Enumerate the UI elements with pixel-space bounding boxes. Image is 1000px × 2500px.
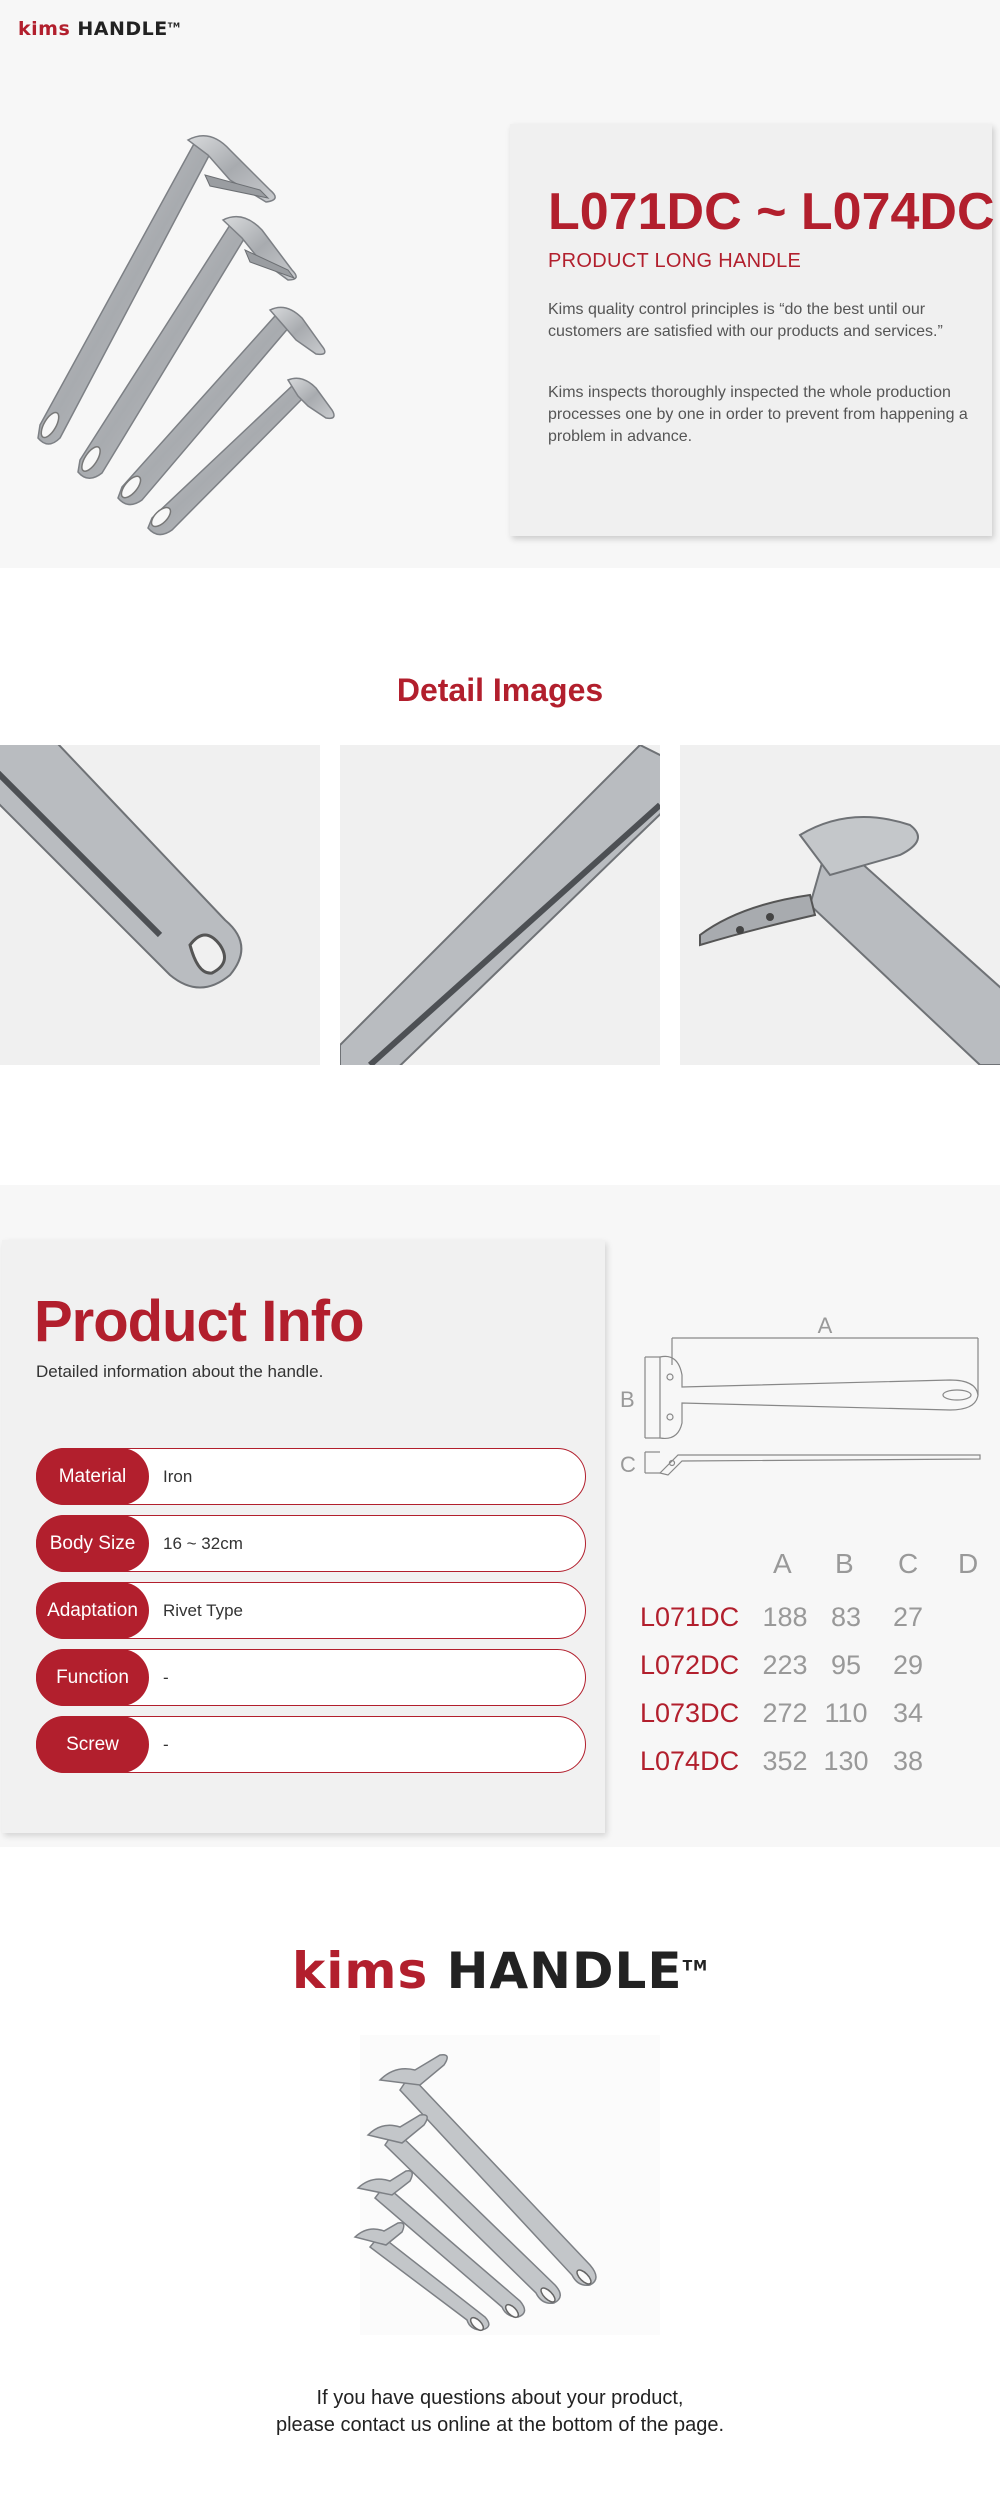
product-info-title: Product Info bbox=[34, 1289, 364, 1354]
kims-handle-logo-large bbox=[0, 1942, 1000, 2000]
kims-handle-logo[interactable] bbox=[18, 18, 181, 40]
spec-value: 16 ~ 32cm bbox=[163, 1534, 243, 1553]
dimension-label-a: A bbox=[817, 1313, 833, 1338]
dim-a: 188 bbox=[762, 1602, 808, 1632]
dim-b: 110 bbox=[824, 1698, 868, 1728]
spec-value: Iron bbox=[163, 1467, 193, 1486]
dim-b: 95 bbox=[830, 1650, 862, 1680]
contact-line-2: please contact us online at the bottom of the page. bbox=[275, 2414, 725, 2436]
handle-bar-closeup bbox=[340, 745, 660, 1065]
dim-c: 38 bbox=[892, 1746, 924, 1776]
dim-b: 83 bbox=[830, 1602, 862, 1632]
product-subtitle: PRODUCT LONG HANDLE bbox=[548, 250, 802, 272]
contact-line-1: If you have questions about your product, bbox=[316, 2387, 684, 2409]
logo-handle-text: HANDLE bbox=[77, 18, 168, 40]
column-header-b: B bbox=[835, 1548, 854, 1579]
dim-a: 223 bbox=[762, 1650, 808, 1680]
spec-row-function bbox=[36, 1649, 586, 1706]
column-header-a: A bbox=[773, 1548, 792, 1579]
model-code: L074DC bbox=[640, 1746, 740, 1776]
spec-label: Adaptation bbox=[36, 1582, 149, 1639]
spec-row-screw bbox=[36, 1716, 586, 1773]
spec-value: - bbox=[163, 1735, 169, 1754]
dim-c: 34 bbox=[892, 1698, 924, 1728]
dim-c: 29 bbox=[892, 1650, 924, 1680]
dim-c: 27 bbox=[892, 1602, 924, 1632]
logo-kims-text: kims bbox=[18, 18, 71, 40]
spec-value: - bbox=[163, 1668, 169, 1687]
dim-a: 352 bbox=[762, 1746, 808, 1776]
product-info-card bbox=[2, 1240, 605, 1833]
dim-a: 272 bbox=[762, 1698, 808, 1728]
contact-message bbox=[0, 2385, 1000, 2439]
product-info-description: Detailed information about the handle. bbox=[36, 1362, 324, 1381]
model-range-title: L071DC ~ L074DC bbox=[548, 183, 995, 241]
dimension-label-b: B bbox=[620, 1387, 635, 1412]
column-header-c: C bbox=[898, 1548, 919, 1579]
hero-section bbox=[0, 0, 1000, 568]
spec-row-material bbox=[36, 1448, 586, 1505]
spec-row-adaptation bbox=[36, 1582, 586, 1639]
logo-handle-text: HANDLE bbox=[446, 1942, 683, 2000]
logo-tm-mark: TM bbox=[682, 1958, 709, 1975]
inspection-paragraph: Kims inspects thoroughly inspected the whole production processes one by one in order to prevent from happening a problem in advance. bbox=[548, 384, 968, 445]
logo-tm-mark: TM bbox=[167, 21, 181, 30]
spec-label: Screw bbox=[36, 1716, 149, 1773]
spec-label: Body Size bbox=[36, 1515, 149, 1572]
dimension-label-c: C bbox=[620, 1452, 636, 1477]
model-code: L073DC bbox=[640, 1698, 740, 1728]
dim-b: 130 bbox=[823, 1746, 869, 1776]
model-code: L071DC bbox=[640, 1602, 740, 1632]
spec-label: Function bbox=[36, 1649, 149, 1706]
handle-bracket-closeup bbox=[680, 745, 1000, 1065]
four-handles-image-bottom bbox=[340, 2035, 680, 2345]
handle-loop-closeup bbox=[0, 745, 320, 1065]
column-header-d: D bbox=[958, 1548, 979, 1579]
model-code: L072DC bbox=[640, 1650, 740, 1680]
detail-images-title: Detail Images bbox=[396, 672, 604, 708]
spec-value: Rivet Type bbox=[163, 1601, 244, 1620]
dimension-diagram bbox=[620, 1305, 990, 1545]
spec-row-body-size bbox=[36, 1515, 586, 1572]
hero-info-card bbox=[510, 124, 995, 536]
four-handles-image bbox=[30, 120, 500, 550]
logo-kims-text: kims bbox=[291, 1942, 429, 2000]
quality-paragraph: Kims quality control principles is “do the best until our customers are satisfied with our products and services.” bbox=[548, 301, 943, 340]
spec-label: Material bbox=[36, 1448, 149, 1505]
